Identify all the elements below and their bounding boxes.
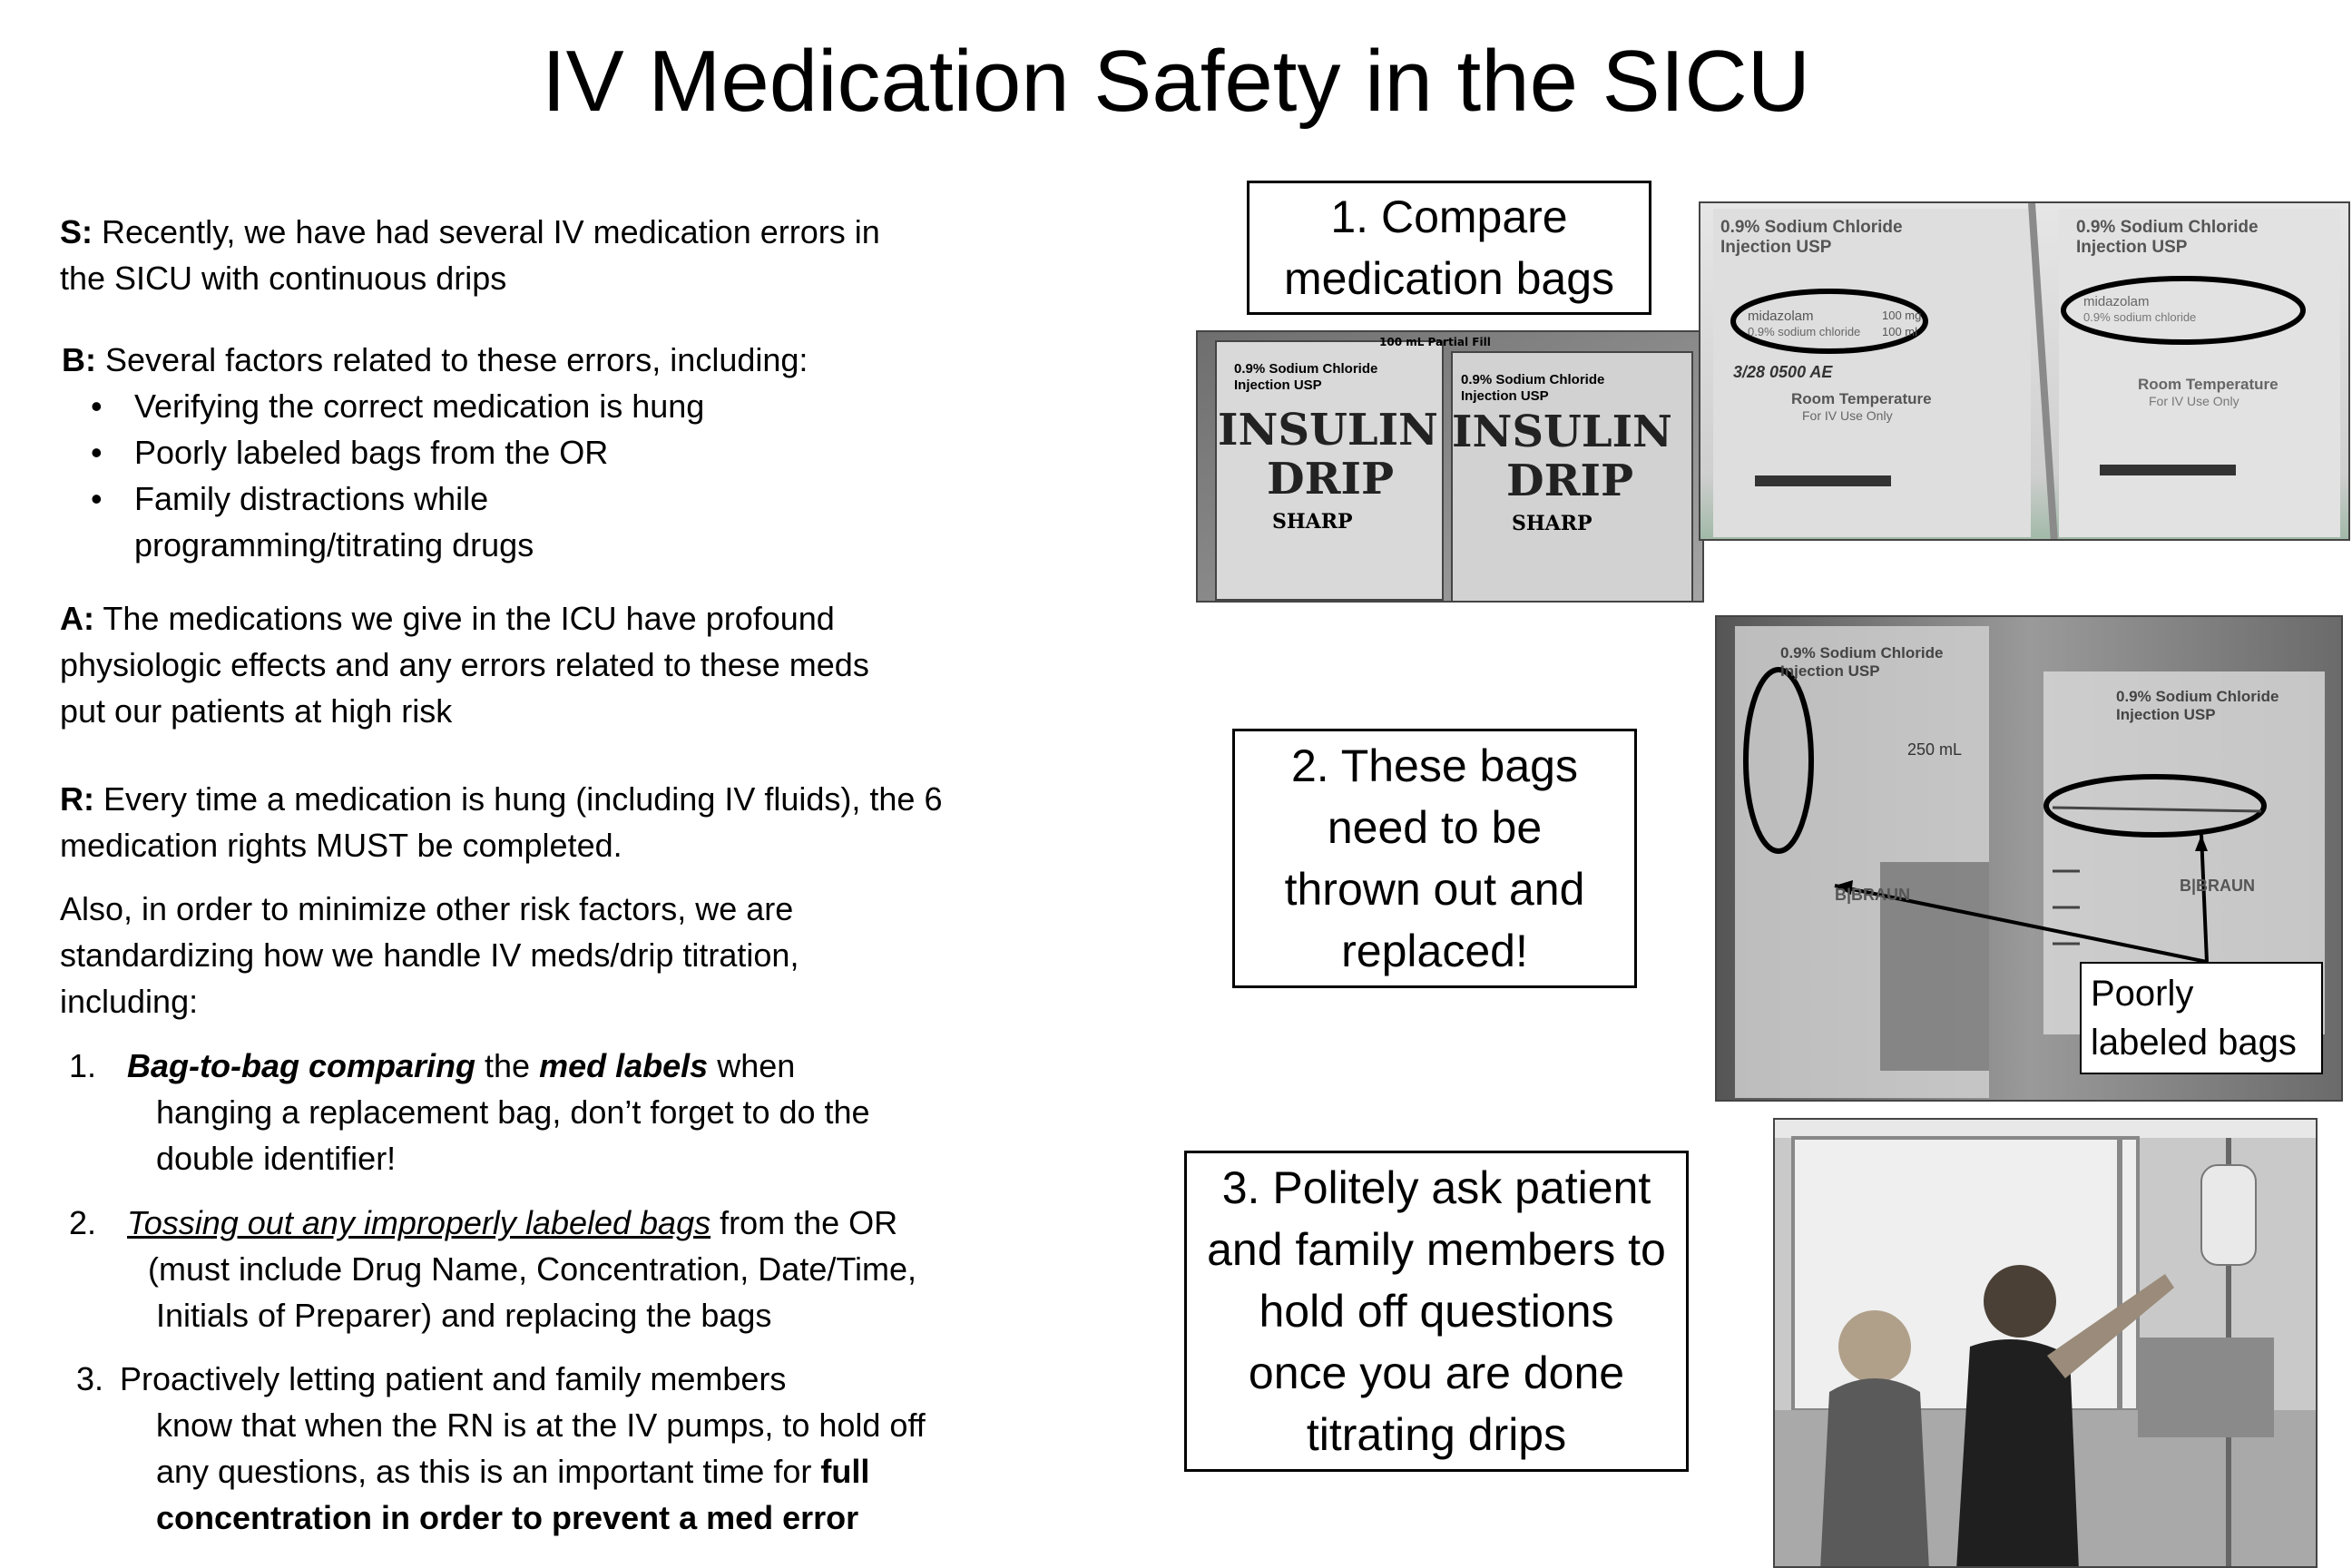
r-line-2: medication rights MUST be completed. — [60, 827, 622, 864]
callout-2-line-4: replaced! — [1341, 926, 1528, 976]
insulin-text-right: INSULIN — [1452, 407, 1672, 457]
midaz-diluent-right: 0.9% sodium chloride — [2083, 310, 2197, 324]
midaz-header-left: 0.9% Sodium Chloride — [1720, 218, 1903, 237]
midaz-date-handwritten: 3/28 0500 AE — [1733, 363, 1833, 381]
callout-compare-bags — [1247, 181, 1651, 315]
also-line-2: standardizing how we handle IV meds/drip titration, — [60, 936, 799, 974]
list-item-3-line-2: know that when the RN is at the IV pumps, to hold off — [156, 1406, 926, 1444]
poorly-label-line-1: Poorly — [2091, 974, 2194, 1014]
nurse-iv-pump-photo — [1773, 1118, 2318, 1568]
list-1-em-2: med labels — [539, 1047, 709, 1084]
list-3-text-3b: full — [820, 1453, 870, 1490]
list-item-1-line-2: hanging a replacement bag, don’t forget to do the — [156, 1093, 870, 1131]
midazolam-bags-photo — [1699, 201, 2350, 541]
b-label: B: — [62, 341, 96, 378]
list-1-em-1: Bag-to-bag comparing — [127, 1047, 476, 1084]
midaz-diluent-left: 0.9% sodium chloride — [1748, 325, 1861, 338]
insulin-header-left: 0.9% Sodium Chloride — [1234, 361, 1378, 377]
midaz-dose-left: 100 mg — [1882, 309, 1922, 322]
s-label: S: — [60, 213, 93, 250]
bags-header-left: 0.9% Sodium Chloride — [1780, 644, 1944, 662]
callout-3-line-3: hold off questions — [1259, 1286, 1614, 1337]
midaz-room-left: Room Temperature — [1791, 390, 1932, 407]
also-line-1: Also, in order to minimize other risk factors, we are — [60, 890, 794, 927]
list-item-1-line-3: double identifier! — [156, 1140, 397, 1177]
callout-ask-family — [1184, 1151, 1689, 1472]
sharp-logo-right: SHARP — [1512, 512, 1592, 535]
bags-volume: 250 mL — [1907, 740, 1963, 759]
list-num-2: 2. — [69, 1204, 97, 1241]
callout-3-line-4: once you are done — [1248, 1348, 1625, 1398]
callout-1-line-1: 1. Compare — [1330, 191, 1568, 242]
b-bullet-3-cont: programming/titrating drugs — [134, 526, 534, 564]
r-label: R: — [60, 780, 94, 818]
b-intro — [62, 337, 808, 383]
r-text-1: Every time a medication is hung (including IV fluids), the 6 — [103, 780, 943, 818]
b-bullet-1: • Verifying the correct medication is hung — [91, 387, 705, 425]
also-line-3: including: — [60, 983, 199, 1020]
midaz-header-right-2: Injection USP — [2076, 238, 2188, 257]
list-2-text: from the OR — [710, 1204, 898, 1241]
callout-2-line-2: need to be — [1327, 802, 1543, 853]
midaz-use-right: For IV Use Only — [2149, 394, 2239, 408]
bags-brand-right: B|BRAUN — [2180, 877, 2256, 895]
midaz-header-right: 0.9% Sodium Chloride — [2076, 218, 2259, 237]
a-label: A: — [60, 600, 94, 637]
b-bullet-2: • Poorly labeled bags from the OR — [91, 434, 609, 471]
bags-header-right-2: Injection USP — [2116, 706, 2216, 723]
a-line-3: put our patients at high risk — [60, 692, 453, 730]
callout-3-line-5: titrating drips — [1306, 1409, 1567, 1460]
midaz-room-right: Room Temperature — [2138, 376, 2278, 393]
list-item-2 — [69, 1200, 897, 1246]
insulin-text-left: INSULIN — [1218, 405, 1438, 456]
callout-1-line-2: medication bags — [1283, 253, 1615, 304]
list-2-em: Tossing out any improperly labeled bags — [127, 1204, 711, 1241]
b-bullet-1-text: Verifying the correct medication is hung — [134, 387, 705, 425]
list-3-text-3a: any questions, as this is an important time for — [156, 1453, 821, 1490]
insulin-bags-photo — [1196, 330, 1704, 603]
midaz-header-left-2: Injection USP — [1720, 238, 1832, 257]
callout-throw-out-bags — [1232, 729, 1637, 988]
insulin-top-label: 100 mL Partial Fill — [1379, 336, 1491, 348]
list-item-2-line-2: (must include Drug Name, Concentration, Date/Time, — [148, 1250, 917, 1288]
midaz-vol-left: 100 ml — [1882, 325, 1918, 338]
sharp-logo-left: SHARP — [1272, 510, 1353, 534]
callout-2-line-3: thrown out and — [1284, 864, 1585, 915]
b-bullet-3: • Family distractions while — [91, 480, 489, 517]
poorly-labeled-callout — [2080, 962, 2323, 1074]
midaz-drug-left: midazolam — [1748, 309, 1814, 324]
list-item-3 — [76, 1356, 786, 1402]
b-bullet-3-text: Family distractions while — [134, 480, 489, 517]
insulin-header-right-2: Injection USP — [1461, 388, 1549, 404]
list-num-1: 1. — [69, 1047, 97, 1084]
s-line-1 — [60, 209, 880, 255]
list-item-1 — [69, 1043, 795, 1089]
r-line-1 — [60, 776, 942, 822]
bags-header-right: 0.9% Sodium Chloride — [2116, 688, 2279, 705]
b-intro-text: Several factors related to these errors, including: — [105, 341, 808, 378]
s-text-1: Recently, we have had several IV medication errors in — [102, 213, 880, 250]
list-3-text-1: Proactively letting patient and family members — [120, 1360, 787, 1397]
list-item-3-line-4: concentration in order to prevent a med error — [156, 1499, 859, 1536]
insulin-header-right: 0.9% Sodium Chloride — [1461, 372, 1605, 387]
insulin-header-left-2: Injection USP — [1234, 377, 1322, 393]
b-bullet-2-text: Poorly labeled bags from the OR — [134, 434, 609, 471]
s-line-2: the SICU with continuous drips — [60, 260, 507, 297]
list-1-text-1: the — [475, 1047, 540, 1084]
midaz-use-left: For IV Use Only — [1802, 408, 1893, 423]
a-text-1: The medications we give in the ICU have profound — [103, 600, 835, 637]
page-title: IV Medication Safety in the SICU — [542, 33, 1810, 130]
a-line-1 — [60, 595, 835, 642]
list-item-2-line-3: Initials of Preparer) and replacing the bags — [156, 1297, 772, 1334]
drip-text-left: DRIP — [1267, 454, 1395, 505]
list-num-3: 3. — [76, 1360, 104, 1397]
poorly-label-line-2: labeled bags — [2091, 1023, 2297, 1063]
bags-brand-left: B|BRAUN — [1835, 886, 1911, 904]
callout-2-line-1: 2. These bags — [1291, 740, 1578, 791]
a-line-2: physiologic effects and any errors related to these meds — [60, 646, 869, 683]
list-item-3-line-3 — [156, 1448, 869, 1494]
midaz-drug-right: midazolam — [2083, 294, 2150, 309]
bags-header-left-2: Injection USP — [1780, 662, 1880, 680]
drip-text-right: DRIP — [1506, 456, 1634, 506]
nurse-iv-pump-image — [1775, 1120, 2318, 1568]
list-1-text-2: when — [708, 1047, 796, 1084]
callout-3-line-2: and family members to — [1207, 1224, 1666, 1275]
callout-3-line-1: 3. Politely ask patient — [1221, 1162, 1651, 1213]
